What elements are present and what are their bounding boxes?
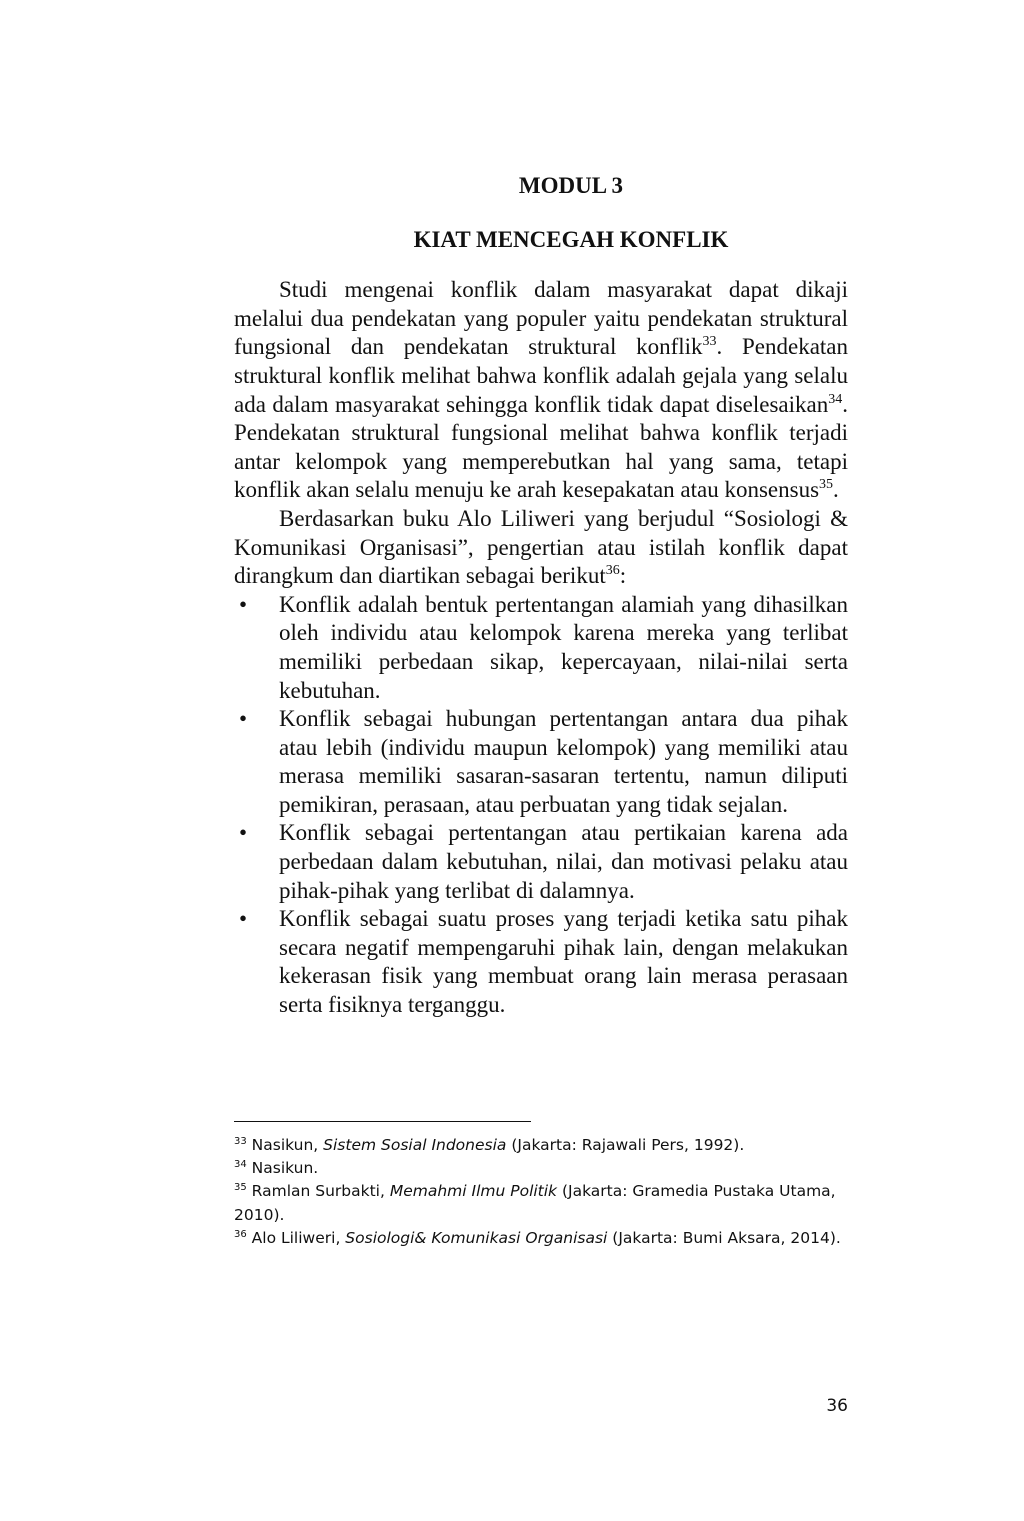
list-item [234, 705, 848, 819]
footnote-ref-36[interactable]: 36 [605, 563, 620, 579]
footnote-35 [234, 1180, 848, 1226]
list-item [234, 905, 848, 1019]
footnote-number: 36 [234, 1228, 247, 1240]
bullet-icon: • [238, 706, 248, 732]
list-item-text: Konflik adalah bentuk pertentangan alamiah yang dihasilkan oleh individu atau kelompok karena mereka yang terlibat memiliki perbedaan sikap, kepercayaan, nilai-nilai serta kebutuhan. [279, 591, 848, 703]
footnote-author: Alo Liliweri, [251, 1228, 346, 1247]
footnote-number: 33 [234, 1136, 247, 1147]
list-item-text: Konflik sebagai hubungan pertentangan antara dua pihak atau lebih (individu maupun kelompok) yang memiliki atau merasa memiliki sasaran-sasaran tertentu, namun diliputi pemikiran, perasaan, atau perbuatan yang tidak sejalan. [279, 706, 848, 817]
bullet-icon: • [238, 906, 248, 932]
footnote-34 [234, 1157, 848, 1180]
module-label: MODUL 3 [518, 173, 624, 198]
footnotes-section [234, 1121, 848, 1250]
bullet-icon: • [238, 591, 248, 617]
footnote-author: Nasikun, [251, 1136, 324, 1154]
footnote-ref-34[interactable]: 34 [828, 391, 843, 407]
paragraph-intro-part2: . Pendekatan struktural konflik melihat bahwa konflik adalah gejala yang selalu ada dalam masyarakat sehingga konflik tidak dapat diselesaikan [234, 334, 849, 417]
list-item-text: Konflik sebagai pertentangan atau pertikaian karena ada perbedaan dalam kebutuhan, nilai, dan motivasi pelaku atau pihak-pihak yang terlibat di dalamnya. [279, 820, 848, 903]
footnote-author: Nasikun. [251, 1159, 319, 1178]
paragraph-intro [234, 276, 848, 505]
footnote-work-title: Sistem Sosial Indonesia [323, 1136, 507, 1154]
page-number: 36 [826, 1396, 848, 1416]
list-item [234, 591, 848, 705]
definition-list [234, 591, 848, 1020]
list-item-text: Konflik sebagai suatu proses yang terjadi ketika satu pihak secara negatif mempengaruhi pihak lain, dengan melakukan kekerasan fisik yang membuat orang lain merasa perasaan serta fisiknya terganggu. [279, 906, 848, 1018]
footnote-publication: (Jakarta: Gramedia Pustaka Utama, 2010). [234, 1182, 836, 1224]
footnote-number: 35 [234, 1182, 247, 1194]
footnote-number: 34 [234, 1159, 247, 1171]
bullet-icon: • [238, 820, 248, 846]
paragraph-intro-part3: . Pendekatan struktural fungsional melihat bahwa konflik terjadi antar kelompok yang memperebutkan hal yang sama, tetapi konflik akan selalu menuju ke arah kesepakatan atau konsensus [234, 391, 848, 503]
footnote-publication: (Jakarta: Rajawali Pers, 1992). [506, 1136, 745, 1154]
paragraph-intro-part1: Studi mengenai konflik dalam masyarakat dapat dikaji melalui dua pendekatan yang populer yaitu pendekatan struktural fungsional dan pendekatan struktural konflik [234, 277, 848, 360]
paragraph-definition-tail: : [619, 563, 627, 589]
footnote-work-title: Memahmi Ilmu Politik [389, 1182, 558, 1201]
footnote-33 [234, 1134, 848, 1157]
footnote-work-title: Sosiologi& Komunikasi Organisasi [345, 1228, 608, 1247]
chapter-title: KIAT MENCEGAH KONFLIK [413, 226, 729, 252]
footnote-ref-35[interactable]: 35 [819, 477, 834, 493]
paragraph-intro-part4: . [833, 477, 839, 503]
paragraph-definition [234, 505, 848, 591]
footnote-ref-33[interactable]: 33 [702, 334, 717, 350]
footnote-author: Ramlan Surbakti, [251, 1182, 390, 1201]
main-content [234, 172, 848, 1020]
footnote-publication: (Jakarta: Bumi Aksara, 2014). [607, 1228, 841, 1247]
footnote-divider [234, 1121, 531, 1122]
paragraph-definition-text: Berdasarkan buku Alo Liliweri yang berjudul “Sosiologi & Komunikasi Organisasi”, pengertian atau istilah konflik dapat dirangkum dan diartikan sebagai berikut [234, 505, 848, 589]
footnote-36 [234, 1227, 848, 1250]
list-item [234, 819, 848, 905]
